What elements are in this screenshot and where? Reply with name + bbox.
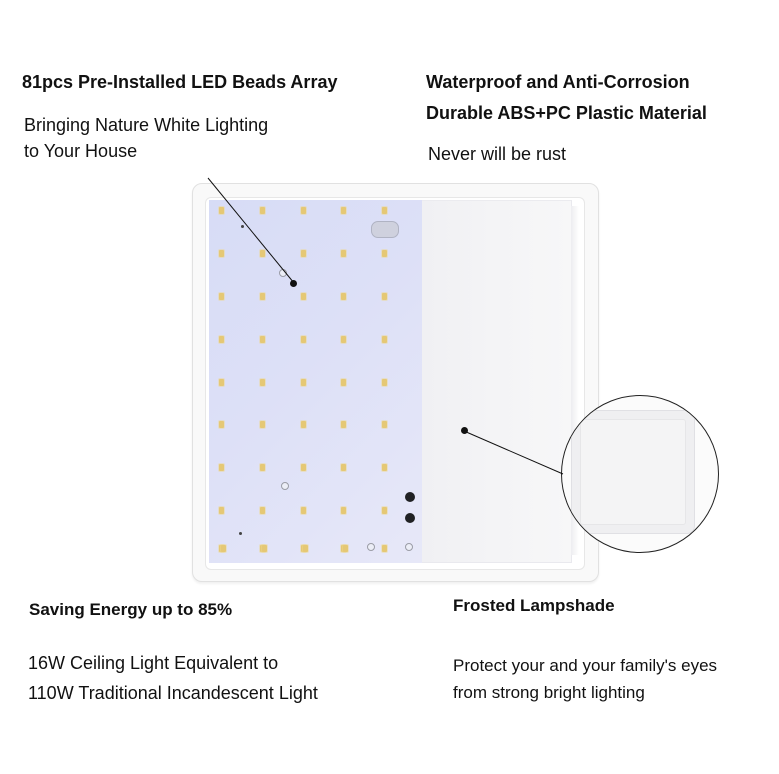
led-bead xyxy=(219,464,224,471)
screw-icon xyxy=(281,482,289,490)
screw-icon xyxy=(405,543,413,551)
board-marker-icon xyxy=(239,532,242,535)
led-bead xyxy=(260,421,265,428)
screw-icon xyxy=(279,269,287,277)
led-bead xyxy=(219,250,224,257)
led-bead xyxy=(341,421,346,428)
led-feature-title: 81pcs Pre-Installed LED Beads Array xyxy=(22,72,338,92)
screw-icon xyxy=(367,543,375,551)
led-bead xyxy=(260,464,265,471)
led-bead xyxy=(260,250,265,257)
led-bead xyxy=(382,545,387,552)
led-bead xyxy=(382,336,387,343)
led-bead xyxy=(301,250,306,257)
led-feature-description-line-1: Bringing Nature White Lighting xyxy=(24,115,269,135)
led-bead xyxy=(260,379,265,386)
led-bead xyxy=(301,421,306,428)
led-bead xyxy=(219,379,224,386)
led-bead xyxy=(219,507,224,514)
led-bead xyxy=(260,336,265,343)
led-bead xyxy=(301,507,306,514)
magnifier-circle-icon xyxy=(561,395,719,553)
lampshade-feature-title: Frosted Lampshade xyxy=(453,596,615,615)
board-marker-icon xyxy=(241,225,244,228)
led-bead xyxy=(382,421,387,428)
led-bead xyxy=(219,293,224,300)
board-logo-icon xyxy=(371,221,399,238)
led-bead xyxy=(382,379,387,386)
led-bead xyxy=(260,507,265,514)
energy-feature-description-line-1: 16W Ceiling Light Equivalent to xyxy=(28,653,279,673)
lampshade-feature-description-line-2: from strong bright lighting xyxy=(453,683,645,702)
lampshade-feature-description-line-1: Protect your and your family's eyes xyxy=(453,656,718,675)
led-bead xyxy=(341,293,346,300)
mounting-hole-icon xyxy=(405,492,415,502)
energy-feature-title: Saving Energy up to 85% xyxy=(29,600,233,619)
led-bead xyxy=(382,207,387,214)
led-bead xyxy=(219,421,224,428)
led-bead xyxy=(219,207,224,214)
led-feature-description-line-2: to Your House xyxy=(24,141,138,161)
pointer-dot-icon xyxy=(290,280,297,287)
led-bead xyxy=(341,250,346,257)
led-bead xyxy=(341,507,346,514)
led-bead xyxy=(341,379,346,386)
led-bead xyxy=(260,207,265,214)
board-tiny-label xyxy=(362,346,400,362)
led-bead xyxy=(262,545,267,552)
led-bead xyxy=(382,293,387,300)
material-feature-title-line-2: Durable ABS+PC Plastic Material xyxy=(426,103,707,123)
energy-feature-description-line-2: 110W Traditional Incandescent Light xyxy=(28,683,318,703)
led-bead xyxy=(382,507,387,514)
led-bead xyxy=(301,379,306,386)
led-bead xyxy=(260,293,265,300)
material-feature-title-line-1: Waterproof and Anti-Corrosion xyxy=(426,72,690,92)
led-bead xyxy=(301,336,306,343)
led-bead xyxy=(221,545,226,552)
led-bead xyxy=(341,207,346,214)
led-bead xyxy=(301,207,306,214)
led-bead xyxy=(301,293,306,300)
led-bead xyxy=(382,464,387,471)
led-bead xyxy=(343,545,348,552)
pointer-dot-icon xyxy=(461,427,468,434)
led-bead xyxy=(303,545,308,552)
led-bead xyxy=(219,336,224,343)
led-board xyxy=(209,200,423,563)
zoomed-lampshade-detail xyxy=(571,410,695,534)
led-bead xyxy=(301,464,306,471)
led-bead xyxy=(341,336,346,343)
mounting-hole-icon xyxy=(405,513,415,523)
frosted-lampshade-panel xyxy=(422,200,572,563)
led-bead xyxy=(382,250,387,257)
led-bead xyxy=(341,464,346,471)
material-feature-description: Never will be rust xyxy=(428,144,567,164)
